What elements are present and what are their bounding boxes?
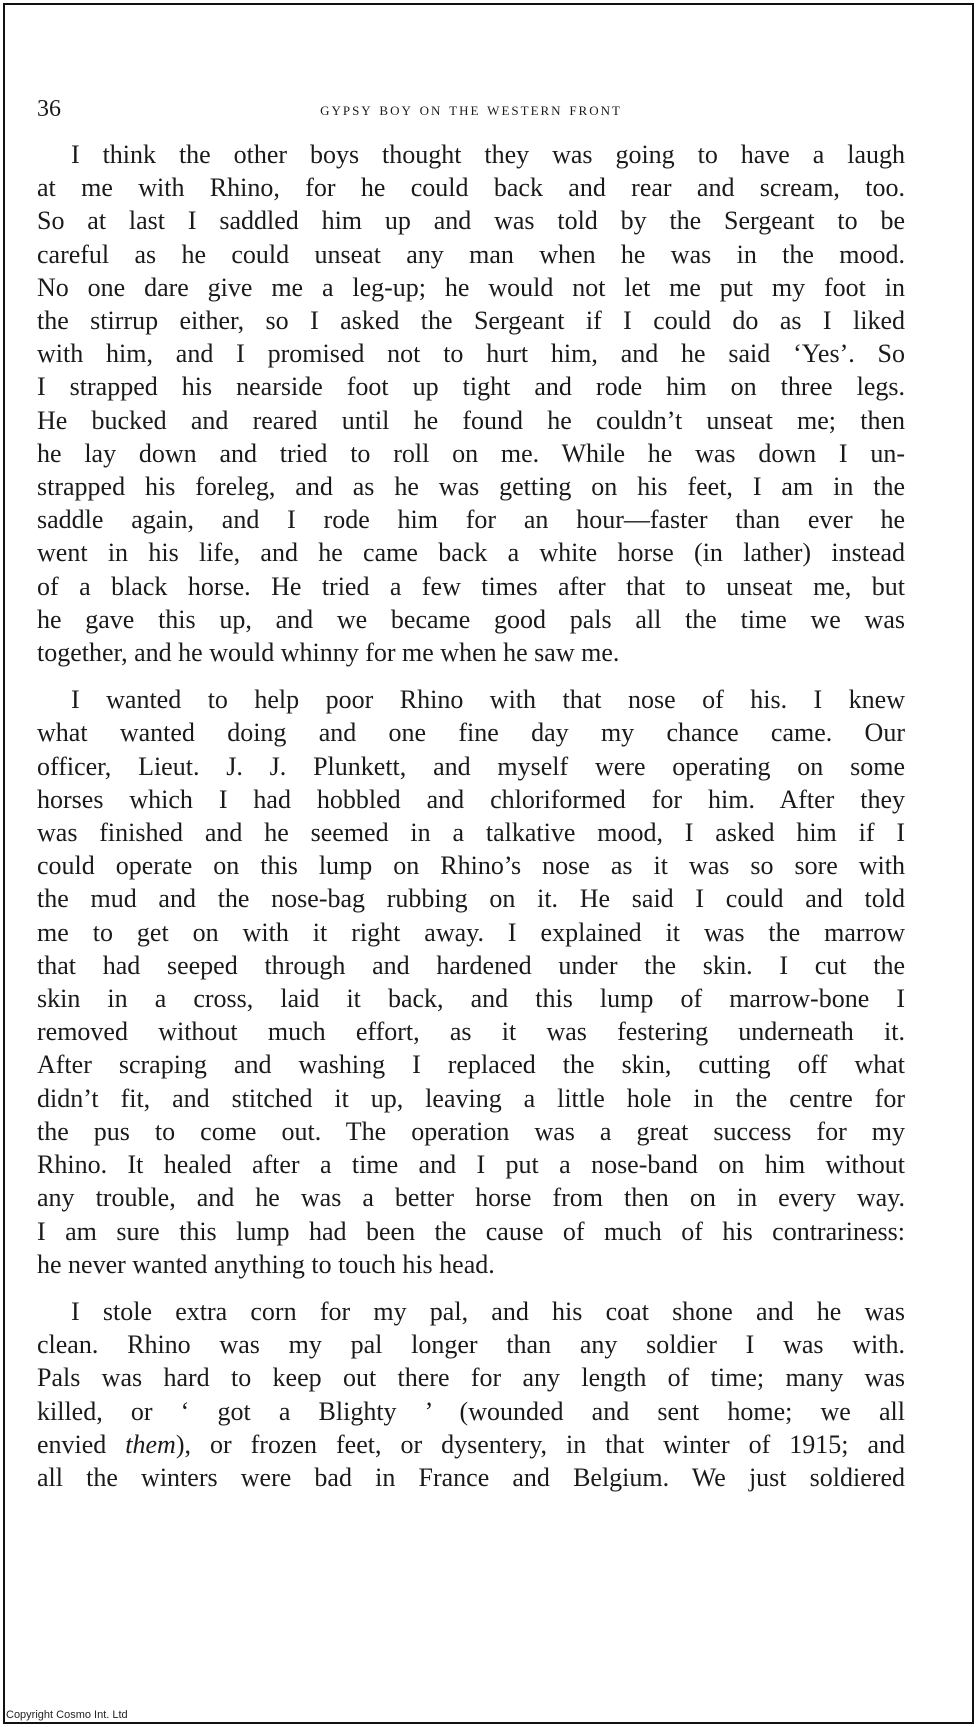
text-line: horses which I had hobbled and chloriformed for him. After they (37, 784, 905, 814)
copyright-notice: Copyright Cosmo Int. Ltd (6, 1709, 128, 1721)
text-line: I strapped his nearside foot up tight and rode him on three legs. (37, 372, 905, 402)
text-line: with him, and I promised not to hurt him, and he said ‘Yes’. So (37, 339, 905, 369)
text-line: After scraping and washing I replaced the skin, cutting off what (37, 1050, 905, 1080)
text-line: he lay down and tried to roll on me. While he was down I un- (37, 438, 905, 468)
text-line: Rhino. It healed after a time and I put a nose-band on him without (37, 1150, 905, 1180)
text-line: at me with Rhino, for he could back and rear and scream, too. (37, 173, 905, 203)
text-line: removed without much effort, as it was festering underneath it. (37, 1017, 905, 1047)
page-header (37, 96, 905, 126)
text-line: skin in a cross, laid it back, and this lump of marrow-bone I (37, 984, 905, 1014)
text-line: the stirrup either, so I asked the Sergeant if I could do as I liked (37, 306, 905, 336)
text-line: any trouble, and he was a better horse from then on in every way. (37, 1183, 905, 1213)
text-line: that had seeped through and hardened under the skin. I cut the (37, 950, 905, 980)
page-number: 36 (37, 96, 61, 122)
text-line: envied them), or frozen feet, or dysentery, in that winter of 1915; and (37, 1429, 905, 1459)
text-line: officer, Lieut. J. J. Plunkett, and myself were operating on some (37, 751, 905, 781)
text-line: what wanted doing and one fine day my chance came. Our (37, 718, 905, 748)
text-line: killed, or ‘ got a Blighty ’ (wounded and sent home; we all (37, 1396, 905, 1426)
text-line: could operate on this lump on Rhino’s nose as it was so sore with (37, 851, 905, 881)
text-line: he gave this up, and we became good pals all the time we was (37, 604, 905, 634)
running-title: gypsy boy on the western front (320, 99, 622, 120)
text-line: I think the other boys thought they was going to have a laugh (71, 140, 905, 169)
text-line: all the winters were bad in France and Belgium. We just soldiered (37, 1462, 905, 1492)
text-line: He bucked and reared until he found he couldn’t unseat me; then (37, 405, 905, 435)
text-line: saddle again, and I rode him for an hour—faster than ever he (37, 505, 905, 535)
text-line: the pus to come out. The operation was a great success for my (37, 1116, 905, 1146)
text-line: So at last I saddled him up and was told by the Sergeant to be (37, 206, 905, 236)
text-line: together, and he would whinny for me when he saw me. (37, 638, 620, 668)
text-line: of a black horse. He tried a few times after that to unseat me, but (37, 571, 905, 601)
text-line: careful as he could unseat any man when he was in the mood. (37, 239, 905, 269)
text-line: he never wanted anything to touch his head. (37, 1249, 495, 1279)
text-line: I am sure this lump had been the cause of much of his contrariness: (37, 1216, 905, 1246)
paragraph (37, 683, 905, 1281)
text-line: went in his life, and he came back a white horse (in lather) instead (37, 538, 905, 568)
text-line: the mud and the nose-bag rubbing on it. He said I could and told (37, 884, 905, 914)
text-line: was finished and he seemed in a talkative mood, I asked him if I (37, 818, 905, 848)
text-line: I stole extra corn for my pal, and his coat shone and he was (71, 1296, 905, 1326)
text-line: Pals was hard to keep out there for any length of time; many was (37, 1363, 905, 1393)
text-line: clean. Rhino was my pal longer than any soldier I was with. (37, 1330, 905, 1360)
text-line: didn’t fit, and stitched it up, leaving a little hole in the centre for (37, 1083, 905, 1113)
body-text (37, 138, 905, 1508)
text-line: me to get on with it right away. I explained it was the marrow (37, 917, 905, 947)
paragraph (37, 138, 905, 669)
text-line: No one dare give me a leg-up; he would not let me put my foot in (37, 272, 905, 302)
paragraph (37, 1295, 905, 1494)
text-line: strapped his foreleg, and as he was getting on his feet, I am in the (37, 472, 905, 502)
text-line: I wanted to help poor Rhino with that nose of his. I knew (71, 685, 905, 715)
